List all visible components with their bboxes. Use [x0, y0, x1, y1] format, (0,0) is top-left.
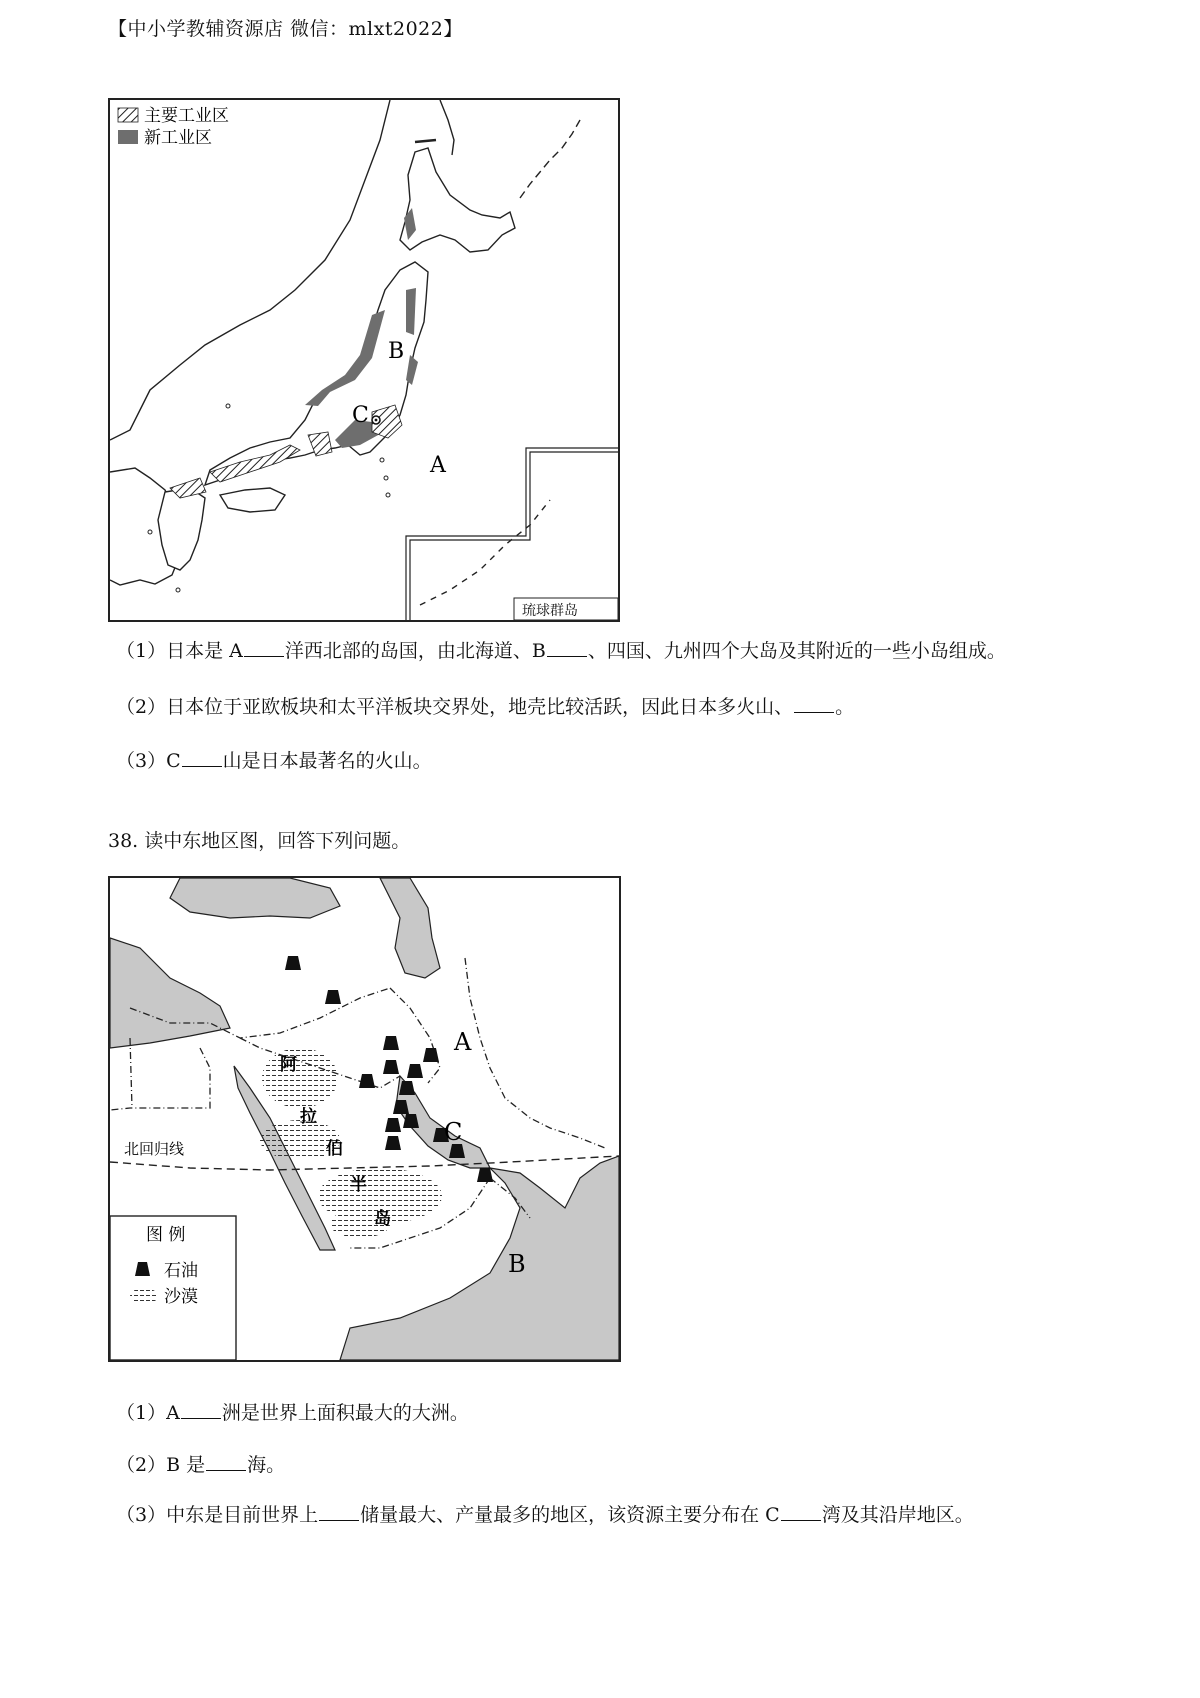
legend-hatch-swatch	[118, 108, 138, 122]
legend-desert-label: 沙漠	[164, 1287, 198, 1307]
tropic-of-cancer	[110, 1156, 619, 1170]
tropic-label: 北回归线	[124, 1140, 185, 1158]
legend-title: 图 例	[146, 1225, 186, 1245]
q37-2: （2）日本位于亚欧板块和太平洋板块交界处，地壳比较活跃，因此日本多火山、 。	[116, 696, 855, 718]
kyushu	[158, 488, 205, 570]
blank[interactable]	[182, 748, 222, 767]
desert-char-4: 半	[350, 1175, 367, 1195]
legend-main-industry: 主要工业区	[144, 106, 229, 126]
hokkaido	[400, 148, 515, 252]
blank[interactable]	[181, 1400, 221, 1419]
label-C: C	[444, 1118, 463, 1146]
desert-char-2: 拉	[300, 1107, 317, 1127]
legend-gray-swatch	[118, 130, 138, 144]
legend-oil-label: 石油	[164, 1261, 198, 1281]
label-C: C	[352, 403, 369, 428]
legend-new-industry: 新工业区	[144, 128, 212, 148]
sakhalin	[440, 100, 454, 155]
q37-3: （3）C 山是日本最著名的火山。	[116, 750, 432, 772]
blank[interactable]	[319, 1502, 359, 1521]
blank[interactable]	[547, 638, 587, 657]
desert-char-3: 伯	[326, 1139, 343, 1159]
desert-char-1: 阿	[280, 1055, 297, 1075]
label-B: B	[388, 339, 405, 364]
q37-1: （1）日本是 A 洋西北部的岛国，由北海道、B 、四国、九州四个大岛及其附近的一些小岛组成。	[116, 640, 1006, 662]
label-A: A	[454, 1028, 472, 1056]
desert-char-5: 岛	[374, 1209, 391, 1229]
inset-label-ryukyu: 琉球群岛	[522, 603, 578, 619]
legend-desert-symbol	[130, 1288, 158, 1304]
blank[interactable]	[244, 638, 284, 657]
middle-east-map	[108, 876, 621, 1362]
blank[interactable]	[794, 694, 834, 713]
q38-3: （3）中东是目前世界上 储量最大、产量最多的地区，该资源主要分布在 C 湾及其沿岸地区。	[116, 1504, 974, 1526]
shikoku	[220, 488, 285, 512]
blank[interactable]	[206, 1452, 246, 1471]
blank[interactable]	[781, 1502, 821, 1521]
source-header: 【中小学教辅资源店 微信：mlxt2022】	[108, 18, 463, 40]
q38-title: 38. 读中东地区图，回答下列问题。	[108, 830, 411, 852]
label-B: B	[508, 1250, 526, 1278]
label-A: A	[430, 453, 446, 478]
q38-2: （2）B 是 海。	[116, 1454, 286, 1476]
japan-map	[108, 98, 620, 622]
q38-1: （1）A 洲是世界上面积最大的大洲。	[116, 1402, 469, 1424]
